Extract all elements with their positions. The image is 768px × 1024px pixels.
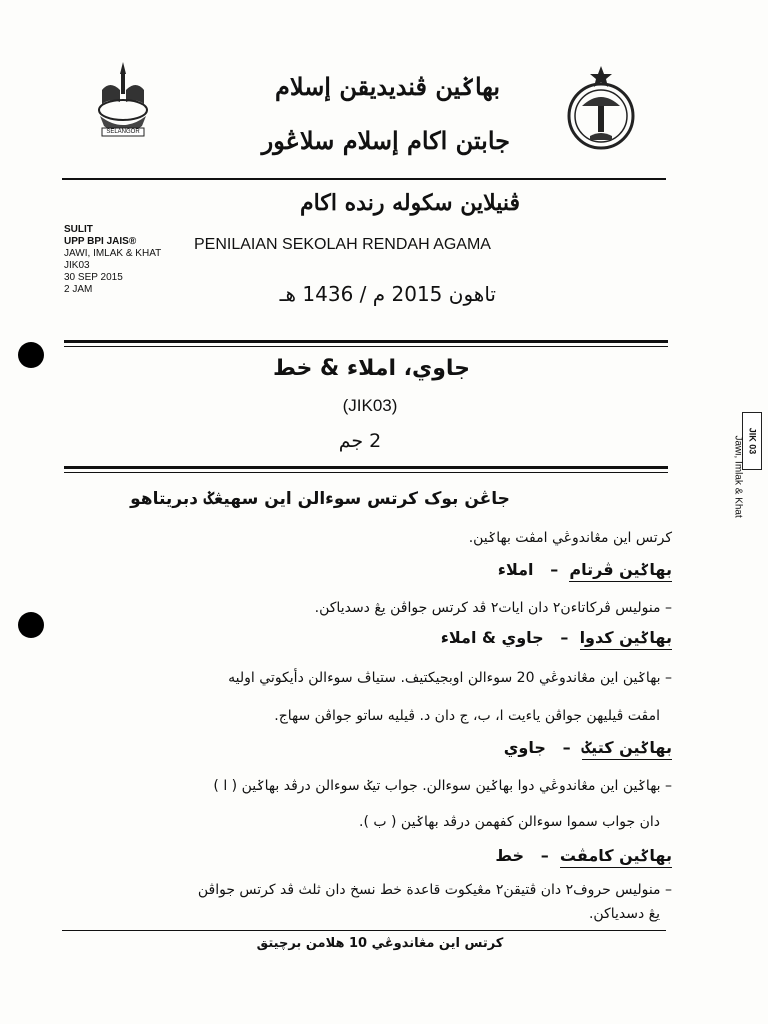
divider-mid-thin xyxy=(64,472,668,473)
section-2-heading: بهاݢين کدوا – جاوي & املاء xyxy=(400,628,672,647)
section-topic: خط xyxy=(495,846,524,865)
intro-instruction: کرتس اين مڠاندوڠي امڤت بهاݢين. xyxy=(468,530,672,546)
section-1-item: – منوليس ڤركاتاءن٢ دان ايات٢ ڤد کرتس جواڤن يڠ دسدياکن. xyxy=(314,600,672,616)
meta-line: 2 JAM xyxy=(64,284,93,295)
section-topic: جاوي & املاء xyxy=(440,628,544,647)
footer-divider xyxy=(62,930,666,931)
section-topic: جاوي xyxy=(503,738,546,757)
title-jawi: ڤنيلاين سكوله رنده اكام xyxy=(300,190,520,216)
department-line-1: بهاݢين ڤنديديقن إسلام xyxy=(275,72,500,101)
department-line-2: جابتن اكام إسلام سلاڠور xyxy=(261,126,510,155)
section-2-item: – بهاݢين اين مڠاندوڠي 20 سوءالن اوبجيکتيف. ستياڤ سوءالن دأيکوتي اوليه xyxy=(228,670,672,686)
section-3-item: – بهاݢين اين مڠاندوڠي دوا بهاݢين سوءالن. جواب تيݢ سوءالن درڤد بهاݢين ( ا ) xyxy=(213,778,672,794)
section-topic: املاء xyxy=(497,560,534,579)
meta-line: JAWI, IMLAK & KHAT xyxy=(64,248,162,259)
punch-hole xyxy=(18,612,44,638)
section-title: بهاݢين ڤرتام xyxy=(569,560,672,582)
section-3-item: دان جواب سموا سوءالن کفهمن درڤد بهاݢين ( ب ). xyxy=(359,814,660,830)
side-tab xyxy=(742,412,762,470)
paper-meta xyxy=(64,224,214,296)
section-4-item: يڠ دسدياکن. xyxy=(588,906,660,922)
meta-line: SULIT xyxy=(64,224,93,235)
section-2-item: امڤت ڤيليهن جواڤن ياءيت ا، ب، ج دان د. ڤيليه ساتو جواڤن سهاج. xyxy=(274,708,660,724)
section-1-heading: بهاݢين ڤرتام – املاء xyxy=(400,560,672,579)
year-line: تاهون 2015 م / 1436 هـ xyxy=(279,282,496,306)
side-subject: Jawi, Imlak & Khat xyxy=(732,435,744,518)
section-3-heading: بهاݢين کتيݢ – جاوي xyxy=(400,738,672,757)
subject-name: جاوي، املاء & خط xyxy=(272,356,470,381)
warning-instruction: جاڠن بوک کرتس سوءالن اين سهيڠݢ دبريتاهو xyxy=(130,489,510,509)
section-4-heading: بهاݢين کامڤت – خط xyxy=(400,846,672,865)
section-4-item: – منوليس حروف٢ دان ڤتيقن٢ مڠيکوت قاعدة خط نسخ دان ثلث ڤد کرتس جواڤن xyxy=(197,882,672,898)
crest-label: SELANGOR xyxy=(106,129,140,135)
jais-crest-icon xyxy=(560,64,642,150)
section-title: بهاݢين کتيݢ xyxy=(582,738,672,760)
divider-top-thin xyxy=(64,346,668,347)
meta-line: 30 SEP 2015 xyxy=(64,272,123,283)
meta-line: JIK03 xyxy=(64,260,90,271)
divider-top xyxy=(64,340,668,343)
header-divider xyxy=(62,178,666,180)
title-rumi: PENILAIAN SEKOLAH RENDAH AGAMA xyxy=(194,236,491,253)
divider-mid xyxy=(64,466,668,469)
section-title: بهاݢين کدوا xyxy=(580,628,672,650)
side-tab-label: JIK 03 xyxy=(747,427,757,455)
meta-line: UPP BPI JAIS® xyxy=(64,236,137,247)
page-count: کرتس اين مڠاندوڠي 10 هلامن برچيتق xyxy=(256,936,504,951)
subject-code: (JIK03) xyxy=(342,396,398,415)
section-title: بهاݢين کامڤت xyxy=(560,846,672,868)
duration: 2 جم xyxy=(338,430,382,452)
punch-hole xyxy=(18,342,44,368)
